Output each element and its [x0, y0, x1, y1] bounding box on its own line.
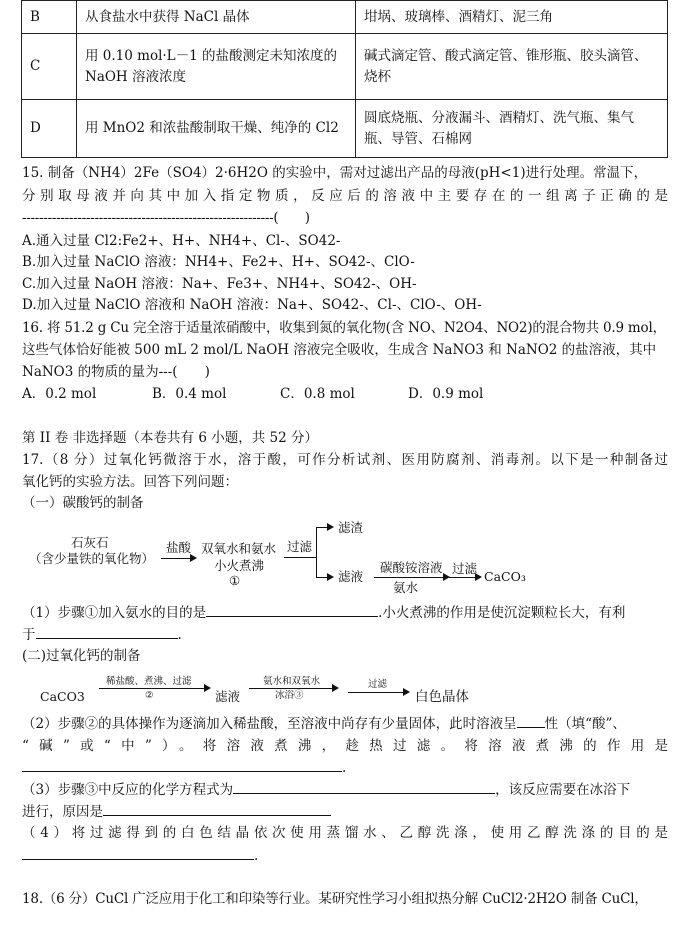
- row-apparatus: 坩埚、玻璃棒、酒精灯、泥三角: [356, 1, 668, 34]
- q17-sub2-text: 性（填“酸”、: [544, 716, 626, 732]
- q17-sub1-text: （1）步骤①加入氨水的目的是: [22, 605, 207, 621]
- flow-start: CaCO3: [40, 689, 85, 704]
- q17-sub2-line: “碱”或“中”）。将溶液煮沸，趁热过滤。将溶液煮沸的作用是: [22, 738, 668, 754]
- answer-blank[interactable]: [22, 845, 254, 860]
- flow-reagent: 氨水: [393, 580, 419, 595]
- q17-sub4: （4）将过滤得到的白色结晶依次使用蒸馏水、乙醇洗涤，使用乙醇洗涤的目的是: [22, 825, 668, 841]
- table-row: [22, 1, 668, 34]
- flow-arrow: [374, 577, 444, 578]
- flow-step2: 稀盐酸、煮沸、过滤: [106, 676, 192, 687]
- row-apparatus-line: 烧杯: [364, 68, 391, 85]
- q16-stem-line: 这些气体恰好能被 500 mL 2 mol/L NaOH 溶液完全吸收，生成含 NaNO3 和 NaNO2 的盐溶液，其中: [22, 342, 657, 358]
- row-key: B: [22, 1, 77, 34]
- table-row: [22, 34, 668, 100]
- answer-blank[interactable]: [22, 757, 342, 772]
- row-experiment: 从食盐水中获得 NaCl 晶体: [77, 1, 356, 34]
- row-experiment-line: 用 0.10 mol·L－1 的盐酸测定未知浓度的: [85, 47, 338, 64]
- q17-sub1-text: 于: [22, 627, 36, 643]
- flow-step1-condition: 小火煮沸: [214, 558, 265, 573]
- flow-arrow: [284, 557, 316, 558]
- flow-filtrate: 滤液: [215, 689, 241, 704]
- row-apparatus-line: 瓶、导管、石棉网: [364, 130, 472, 147]
- q17-sub1: [22, 602, 668, 623]
- q16-stem-line: NaNO3 的物质的量为---( ): [22, 364, 210, 380]
- q15-option-c: C.加入过量 NaOH 溶液：Na+、Fe3+、NH4+、SO42-、OH-: [22, 276, 417, 292]
- q16-option: D．0.9 mol: [408, 386, 484, 402]
- arrow-head-icon: [327, 573, 334, 581]
- q16-option: B．0.4 mol: [152, 386, 227, 402]
- flow-filter: 过滤: [452, 561, 478, 576]
- flow-product: CaCO₃: [484, 569, 526, 584]
- q17-sub3-text: （3）步骤③中反应的化学方程式为: [22, 782, 234, 798]
- flow-step3: 氨水和双氧水: [263, 676, 321, 687]
- q17-sub2-answer: .: [22, 757, 668, 778]
- q15-stem-line: -----------------------------------------------------------( ): [22, 210, 310, 226]
- flow-arrow: [348, 692, 404, 693]
- q17-sub2: [22, 713, 668, 734]
- row-apparatus-line: 圆底烧瓶、分液漏斗、酒精灯、洗气瓶、集气: [364, 109, 634, 126]
- table-row: [22, 100, 668, 158]
- q17-stem-line: 氧化钙的实验方法。回答下列问题：: [22, 474, 238, 490]
- arrow-head-icon: [403, 688, 410, 696]
- q17-sub3-text: ，该反应需要在冰浴下: [495, 782, 631, 798]
- row-key: D: [22, 100, 77, 158]
- arrow-head-icon: [204, 684, 211, 692]
- q17-section1-title: （一）碳酸钙的制备: [22, 495, 144, 511]
- arrow-head-icon: [327, 523, 334, 531]
- q15-stem-line: 分别取母液并向其中加入指定物质，反应后的溶液中主要存在的一组离子正确的是: [22, 188, 668, 204]
- flow-start-note: （含少量铁的氧化物）: [29, 551, 155, 566]
- q17-sub3: [22, 779, 668, 800]
- flow-filter: 过滤: [287, 539, 313, 554]
- q17-sub3-text: 进行，原因是: [22, 804, 103, 820]
- q17-stem-line: 17.（8 分）过氧化钙微溶于水，溶于酸，可作分析试剂、医用防腐剂、消毒剂。以下是一种制备过: [22, 452, 668, 468]
- row-experiment-line: NaOH 溶液浓度: [85, 68, 186, 85]
- q17-section2-title: (二)过氧化钙的制备: [22, 648, 141, 664]
- q17-sub4-answer: .: [22, 845, 668, 866]
- q17-sub2-text: （2）步骤②的具体操作为逐滴加入稀盐酸，至溶液中尚存有少量固体，此时溶液呈: [22, 716, 517, 732]
- arrow-head-icon: [332, 684, 339, 692]
- arrow-head-icon: [475, 573, 482, 581]
- answer-blank[interactable]: [36, 624, 178, 639]
- flow-residue: 滤渣: [338, 520, 364, 535]
- q16-stem-line: 16. 将 51.2 g Cu 完全溶于适量浓硝酸中，收集到氮的氧化物(含 NO、N2O4、NO2)的混合物共 0.9 mol，: [22, 320, 666, 336]
- q17-sub1-text: .小火煮沸的作用是使沉淀颗粒长大，有利: [378, 605, 626, 621]
- answer-blank[interactable]: [233, 779, 495, 794]
- flow-start: 石灰石: [71, 535, 109, 550]
- q17-sub3-cont: [22, 801, 668, 822]
- row-experiment: 用 MnO2 和浓盐酸制取干燥、纯净的 Cl2: [77, 100, 356, 158]
- flow-arrow: [161, 558, 191, 559]
- flow-filtrate: 滤液: [338, 569, 364, 584]
- answer-blank[interactable]: [103, 801, 331, 816]
- flow-product: 白色晶体: [415, 689, 469, 705]
- part2-heading: 第 II 卷 非选择题（本卷共有 6 小题，共 52 分）: [22, 430, 318, 446]
- flow-step2-number: ②: [145, 690, 154, 701]
- flow-step1-number: ①: [229, 573, 241, 588]
- flow-reagent: 盐酸: [166, 540, 192, 555]
- flow-branch: [316, 527, 317, 577]
- flow-arrow: [449, 577, 476, 578]
- q15-stem-line: 15. 制备（NH4）2Fe（SO4）2·6H2O 的实验中，需对过滤出产品的母液(pH<1)进行处理。常温下，: [22, 165, 648, 181]
- flow-filter: 过滤: [368, 679, 388, 690]
- row-key: C: [22, 34, 77, 100]
- q16-option: A．0.2 mol: [22, 386, 97, 402]
- row-apparatus: [356, 100, 668, 158]
- arrow-head-icon: [190, 554, 197, 562]
- flow-step1: 双氧水和氨水: [201, 541, 277, 556]
- q17-sub1-cont: 于 .: [22, 624, 668, 645]
- q15-option-a: A.通入过量 Cl2:Fe2+、H+、NH4+、Cl-、SO42-: [22, 233, 341, 249]
- row-apparatus: [356, 34, 668, 100]
- answer-blank[interactable]: [206, 602, 378, 617]
- flow-step3-condition: 冰浴③: [275, 690, 304, 701]
- flow-reagent: 碳酸铵溶液: [380, 560, 443, 575]
- q18-stem-line: 18.（6 分）CuCl 广泛应用于化工和印染等行业。某研究性学习小组拟热分解 CuCl2·2H2O 制备 CuCl，: [22, 891, 648, 907]
- row-apparatus-line: 碱式滴定管、酸式滴定管、锥形瓶、胶头滴管、: [364, 47, 648, 64]
- q15-option-d: D.加入过量 NaClO 溶液和 NaOH 溶液：Na+、SO42-、Cl-、ClO-、OH-: [22, 297, 482, 313]
- row-experiment: [77, 34, 356, 100]
- q16-option: C．0.8 mol: [280, 386, 355, 402]
- q15-option-b: B.加入过量 NaClO 溶液：NH4+、Fe2+、H+、SO42-、ClO-: [22, 254, 415, 270]
- apparatus-table: [21, 0, 668, 158]
- answer-blank[interactable]: [517, 713, 545, 728]
